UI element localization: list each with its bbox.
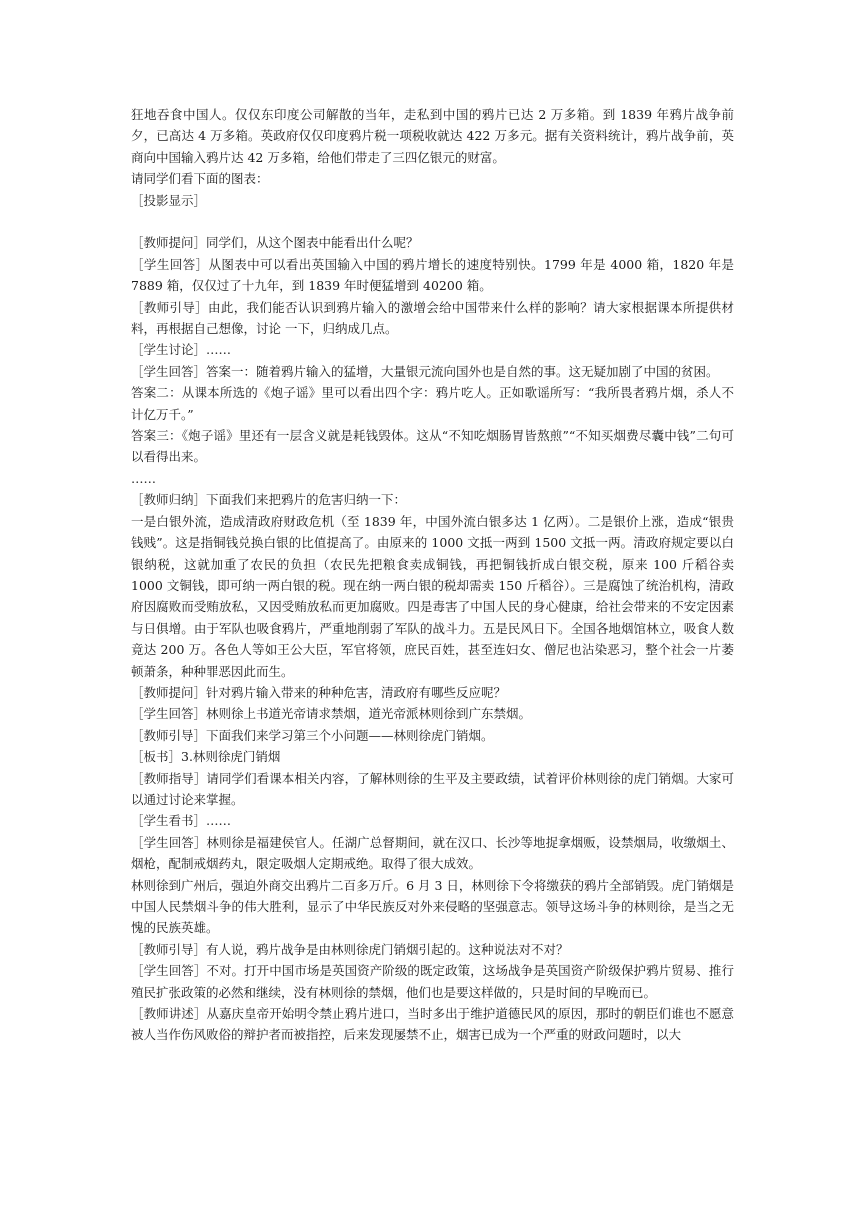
paragraph: 答案三：《炮子谣》里还有一层含义就是耗钱毁体。这从“不知吃烟肠胃皆熬煎”“不知买烟费尽囊中钱”二句可以看得出来。 xyxy=(131,428,734,465)
paragraph: ［学生回答］答案一：随着鸦片输入的猛增，大量银元流向国外也是自然的事。这无疑加剧了中国的贫困。 xyxy=(131,363,719,379)
blank-line xyxy=(131,211,734,232)
paragraph: 狂地吞食中国人。仅仅东印度公司解散的当年，走私到中国的鸦片已达 2 万多箱。到 1839 年鸦片战争前夕，已高达 4 万多箱。英政府仅仅印度鸦片税一项税收就达 422 万多元。据有关资料统计，鸦片战争前，英商向中国输入鸦片达 42 万多箱，给他们带走了三四亿银元的财富。 xyxy=(131,107,734,165)
paragraph: ［学生回答］从图表中可以看出英国输入中国的鸦片增长的速度特别快。1799 年是 4000 箱，1820 年是 7889 箱，仅仅过了十九年，到 1839 年时便猛增到 40200 箱。 xyxy=(131,256,734,294)
paragraph: ［教师指导］请同学们看课本相关内容，了解林则徐的生平及主要政绩，试着评价林则徐的虎门销烟。大家可以通过讨论来掌握。 xyxy=(131,770,734,807)
paragraph: ［教师讲述］从嘉庆皇帝开始明令禁止鸦片进口，当时多出于维护道德民风的原因，那时的朝臣们谁也不愿意被人当作伤风败俗的辩护者而被指控，后来发现屡禁不止，烟害已成为一个严重的财政问题时，以大 xyxy=(131,1006,734,1043)
paragraph: ［学生讨论］…… xyxy=(131,342,232,358)
paragraph: 答案二：从课本所选的《炮子谣》里可以看出四个字：鸦片吃人。正如歌谣所写：“我所畏者鸦片烟，杀人不计亿万千。” xyxy=(131,385,734,422)
paragraph: ［教师归纳］下面我们来把鸦片的危害归纳一下： xyxy=(131,492,407,508)
paragraph: ［学生回答］不对。打开中国市场是英国资产阶级的既定政策，这场战争是英国资产阶级保护鸦片贸易、推行殖民扩张政策的必然和继续，没有林则徐的禁烟，他们也是要这样做的，只是时间的早晚而已。 xyxy=(131,963,734,1000)
paragraph: 林则徐到广州后，强迫外商交出鸦片二百多万斤。6 月 3 日，林则徐下令将缴获的鸦片全部销毁。虎门销烟是中国人民禁烟斗争的伟大胜利，显示了中华民族反对外来侵略的坚强意志。领导这场斗争的林则徐，是当之无愧的民族英雄。 xyxy=(131,877,734,936)
paragraph: ［投影显示］ xyxy=(131,192,207,208)
paragraph: ［学生回答］林则徐上书道光帝请求禁烟，道光帝派林则徐到广东禁烟。 xyxy=(131,706,532,722)
paragraph: ［教师引导］有人说，鸦片战争是由林则徐虎门销烟引起的。这种说法对不对？ xyxy=(131,941,569,957)
paragraph: ［教师提问］同学们，从这个图表中能看出什么呢？ xyxy=(131,235,419,251)
paragraph: ［教师引导］由此，我们能否认识到鸦片输入的激增会给中国带来什么样的影响？请大家根据课本所提供材料，再根据自己想像，讨论 一下，归纳成几点。 xyxy=(131,299,734,337)
paragraph: ［学生看书］…… xyxy=(131,813,232,829)
paragraph: 请同学们看下面的图表： xyxy=(131,171,269,187)
paragraph: 一是白银外流，造成清政府财政危机（至 1839 年，中国外流白银多达 1 亿两）。二是银价上涨，造成“银贵钱贱”。这是指铜钱兑换白银的比值提高了。由原来的 1000 文抵一两到 1500 文抵一两。清政府规定要以白银纳税，这就加重了农民的负担（农民先把粮食卖成铜钱，再把铜钱折成白银交税，原来 100 斤稻谷卖 1000 文铜钱，即可纳一两白银的税。现在纳一两白银的税却需卖 150 斤稻谷）。三是腐蚀了统治机构，清政府因腐败而受贿放私，又因受贿放私而更加腐败。四是毒害了中国人民的身心健康，给社会带来的不安定因素与日俱增。由于军队也吸食鸦片，严重地削弱了军队的战斗力。五是民风日下。全国各地烟馆林立，吸食人数竟达 200 万。各色人等如王公大臣，军官将领，庶民百姓，甚至连妇女、僧尼也沾染恶习，整个社会一片萎顿萧条，种种罪恶因此而生。 xyxy=(131,513,734,679)
paragraph: ［学生回答］林则徐是福建侯官人。任湖广总督期间，就在汉口、长沙等地捉拿烟贩，设禁烟局，收缴烟土、烟枪，配制戒烟药丸，限定吸烟人定期戒绝。取得了很大成效。 xyxy=(131,834,734,872)
paragraph: …… xyxy=(131,470,156,486)
paragraph: ［教师引导］下面我们来学习第三个小问题——林则徐虎门销烟。 xyxy=(131,727,494,743)
paragraph: ［教师提问］针对鸦片输入带来的种种危害，清政府有哪些反应呢？ xyxy=(131,684,507,700)
paragraph: ［板书］3.林则徐虎门销烟 xyxy=(131,749,281,765)
